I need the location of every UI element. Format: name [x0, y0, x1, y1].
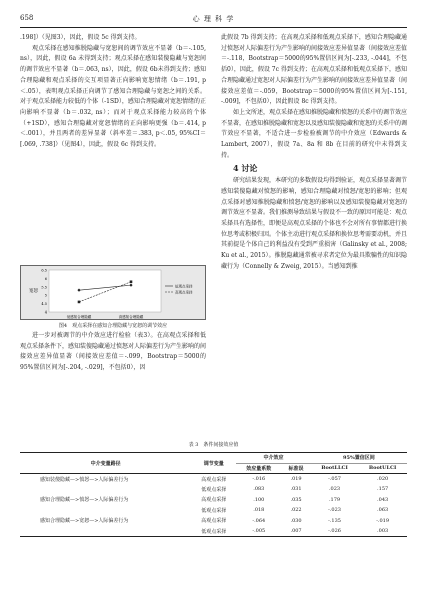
- right-column: [221, 33, 407, 272]
- cell-mod: 高观点采择: [201, 476, 227, 483]
- th-effect-group: 中介效应: [236, 453, 311, 464]
- cell-mod: 低观点采择: [201, 528, 227, 535]
- th-se: 标准误: [281, 463, 311, 474]
- cell-effect: -.005: [252, 528, 266, 534]
- after-figure-text: [20, 331, 206, 374]
- y-tick-label: 4: [44, 310, 47, 315]
- paragraph: 进一步对被调节的中介效应进行检验（表3）。在高观点采择和低观点采择条件下，感知装傻隐藏通过愤怒对人际偏差行为产生影响的间接效应差异值显著（间接效应差值＝-.099，Bootstrap＝5000的95%置信区间为[-.204, -.029]，不包括0），因: [20, 332, 207, 372]
- data-point: [78, 301, 81, 304]
- cell-llci: .179: [328, 496, 341, 503]
- paragraph: 此假设 7b 得到支持；在高观点采择和低观点采择下，感知合理隐藏通过愤怒对人际偏差行为产生影响的间接效应差异值显著（间接效应差值＝-.118，Bootstrap＝5000的95%置信区间为[-.233, -.044]，不包括0），因此，假设 7c 得到支持；在高观点采择和低观点采择下，感知合理隐藏通过宽恕对人际偏差行为产生影响的间接效应差异值显著（间接效应差值＝-.059，Bootstrap＝5000的95%置信区间为[-.151, -.009]，不包括0），因此假设 8c 得到支持。: [221, 34, 408, 106]
- cell-llci: -.057: [328, 476, 341, 482]
- y-tick-label: 6: [44, 276, 47, 281]
- cell-ulci: .157: [377, 486, 389, 493]
- cell-effect: .018: [253, 507, 265, 514]
- th-ulci: BootULCI: [358, 463, 407, 474]
- cell-effect: .083: [253, 486, 265, 493]
- table-row: [20, 474, 407, 485]
- chart-svg: [21, 266, 207, 321]
- table-row: [20, 526, 407, 537]
- conditional-indirect-effect-table: [20, 452, 407, 537]
- cell-llci: .023: [328, 486, 341, 493]
- cell-path: 感知合理隐藏—>愤怒—>人际偏差行为: [40, 497, 129, 504]
- cell-ulci: .020: [377, 476, 389, 482]
- cell-mod: 低观点采择: [201, 486, 227, 493]
- cell-path: [20, 505, 191, 516]
- table-row: [20, 516, 407, 527]
- table-caption: 表 3 条件间接效应值: [188, 442, 239, 448]
- journal-title: 心 理 科 学: [192, 15, 235, 23]
- y-tick-label: 4.5: [41, 302, 47, 307]
- cell-ulci: .043: [377, 496, 389, 503]
- cell-mod: 高观点采择: [201, 518, 227, 525]
- paragraph: .198]）（见图3），因此，假设 5c 得到支持。: [20, 34, 141, 41]
- th-moderator: 调节变量: [191, 453, 236, 474]
- table-row: [20, 505, 407, 516]
- y-axis-label: 宽恕: [29, 289, 38, 294]
- cell-ulci: -.019: [376, 517, 390, 524]
- cell-se: .031: [290, 486, 302, 493]
- cell-llci: -.135: [328, 517, 341, 524]
- legend-label: 高观点采择: [175, 290, 193, 295]
- cell-effect: -.016: [252, 476, 266, 482]
- x-tick-label: 高感知合理隐藏: [118, 315, 144, 319]
- cell-mod: 高观点采择: [201, 497, 227, 504]
- section-title: 4 讨论: [233, 163, 258, 174]
- cell-llci: -.026: [328, 528, 341, 534]
- y-tick-label: 5: [44, 293, 47, 298]
- data-point: [130, 280, 133, 283]
- th-effect: 效应量系数: [236, 463, 281, 474]
- paragraph: 如上文所述，观点采择在感知推脱隐藏和愤怒的关系中的调节效应不显著，在感知推脱隐藏和宽恕以及感知装傻隐藏和宽恕的关系中的调节效应不显著，不适合进一步检验被调节的中介效应（Edwards & Lambert, 2007），假设 7a、8a 和 8b 在目前的研究中未得到支持。: [221, 108, 408, 159]
- cell-effect: -.064: [252, 517, 266, 524]
- cell-se: .007: [290, 528, 302, 534]
- cell-path: [20, 526, 191, 537]
- cell-se: .022: [290, 507, 302, 514]
- cell-se: .019: [290, 476, 302, 482]
- th-ci-group: 95%置信区间: [311, 453, 407, 464]
- table-row: [20, 484, 407, 495]
- cell-path: 感知合理隐藏—>宽恕—>人际偏差行为: [40, 518, 129, 525]
- left-column: [20, 33, 206, 151]
- y-tick-label: 6.5: [41, 268, 47, 273]
- paragraph: 研究结果发现，本研究的多数假设均得到验证，观点采择显著调节感知装傻隐藏对愤怒的影响，感知合理隐藏对愤怒/宽恕的影响；但观点采择对感知推脱隐藏和愤怒/宽恕的影响以及感知装傻隐藏对宽恕的调节效应不显著。我们推测导致结果与假设不一致的原因可能是：观点采择具有选择性，即便是高观点采择的个体也不会对所有事情都进行换位思考或积极归因。个体主动进行观点采择和换位思考需要动机，并且其前提是个体自己的利益没有受到严重损害（Galinsky et al., 2008; Ku et al., 2015）。推脱隐藏通常被寻求者定位为最具欺骗性的知识隐藏行为（Connelly & Zweig, 2015）。当感知到推: [221, 177, 408, 270]
- cell-llci: -.023: [328, 507, 341, 514]
- th-path: 中介变量路径: [20, 453, 191, 474]
- x-tick-label: 低感知合理隐藏: [66, 315, 92, 319]
- cell-ulci: .003: [377, 528, 389, 534]
- figure-4-chart: [20, 265, 206, 320]
- cell-effect: .100: [253, 496, 265, 503]
- page-number: 658: [20, 14, 34, 22]
- table-row: [20, 495, 407, 506]
- cell-mod: 低观点采择: [201, 507, 227, 514]
- cell-path: 感知装傻隐藏—>愤怒—>人际偏差行为: [40, 476, 129, 483]
- th-llci: BootLLCI: [311, 463, 358, 474]
- y-tick-label: 5.5: [41, 285, 47, 290]
- plot-area: [49, 270, 161, 312]
- paragraph: 观点采择在感知推脱隐藏与宽恕间的调节效应不显著（b＝-.105, ns），因此，假设 6a 未得到支持；观点采择在感知装傻隐藏与宽恕间的调节效应不显著（b＝.063, ns），因此，假设 6b未得到支持；感知合理隐藏和观点采择的交互项显著正向影响宽恕情绪（b＝.191, p＜.05），表明观点采择正向调节了感知合理隐藏与宽恕之间的关系。对于观点采择能力较低的个体（-1SD），感知合理隐藏对宽恕情绪的正向影响不显著（b＝.032, ns）；而对于观点采择能力较高的个体（+1SD），感知合理隐藏对宽恕情绪的正向影响更强（b＝.414, p＜.001），并且两者的差异显著（斜率差＝.383, p＜.05, 95%CI＝[.069, .738]）（见图4），因此，假设 6c 得到支持。: [20, 44, 206, 149]
- cell-path: [20, 484, 191, 495]
- cell-ulci: .063: [377, 507, 389, 514]
- figure-caption: 图4 观点采择在感知合理隐藏与宽恕的调节效应: [58, 323, 168, 329]
- cell-se: .030: [290, 517, 302, 524]
- cell-se: .035: [290, 496, 302, 503]
- legend-label: 低观点采择: [175, 284, 193, 289]
- page-header: [20, 12, 407, 28]
